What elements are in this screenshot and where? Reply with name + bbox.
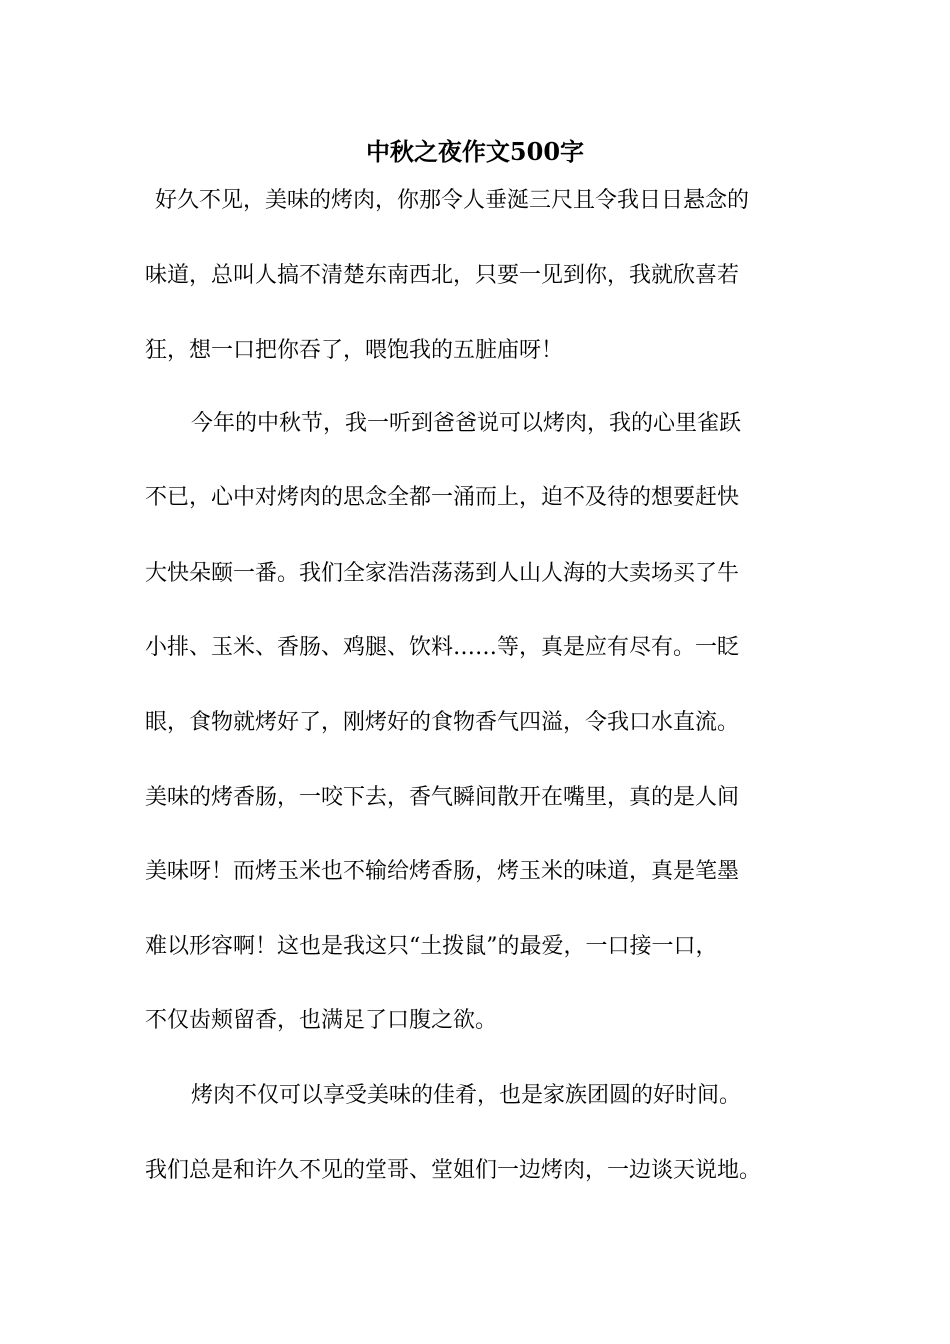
text-line: 美味呀！而烤玉米也不输给烤香肠，烤玉米的味道，真是笔墨 <box>145 859 740 884</box>
text-line: 我们总是和许久不见的堂哥、堂姐们一边烤肉，一边谈天说地。 <box>145 1158 762 1183</box>
text-line: 烤肉不仅可以享受美味的佳肴，也是家族团圆的好时间。 <box>191 1083 742 1108</box>
text-line: 眼，食物就烤好了，刚烤好的食物香气四溢，令我口水直流。 <box>145 710 740 735</box>
text-line: 美味的烤香肠，一咬下去，香气瞬间散开在嘴里，真的是人间 <box>145 785 740 810</box>
text-line: 今年的中秋节，我一听到爸爸说可以烤肉，我的心里雀跃 <box>191 411 742 436</box>
text-line: 不已，心中对烤肉的思念全都一涌而上，迫不及待的想要赶快 <box>145 485 740 510</box>
text-line: 狂，想一口把你吞了，喂饱我的五脏庙呀！ <box>145 338 564 363</box>
text-line: 味道，总叫人搞不清楚东南西北，只要一见到你，我就欣喜若 <box>145 263 740 288</box>
text-line: 大快朵颐一番。我们全家浩浩荡荡到人山人海的大卖场买了牛 <box>145 561 740 586</box>
text-line: 难以形容啊！这也是我这只“土拨鼠”的最爱，一口接一口， <box>145 934 718 959</box>
document-title: 中秋之夜作文500字 <box>365 137 585 166</box>
text-line: 好久不见，美味的烤肉，你那令人垂涎三尺且令我日日悬念的 <box>155 188 750 213</box>
text-line: 不仅齿颊留香，也满足了口腹之欲。 <box>145 1008 498 1033</box>
text-line: 小排、玉米、香肠、鸡腿、饮料……等，真是应有尽有。一眨 <box>145 635 740 660</box>
